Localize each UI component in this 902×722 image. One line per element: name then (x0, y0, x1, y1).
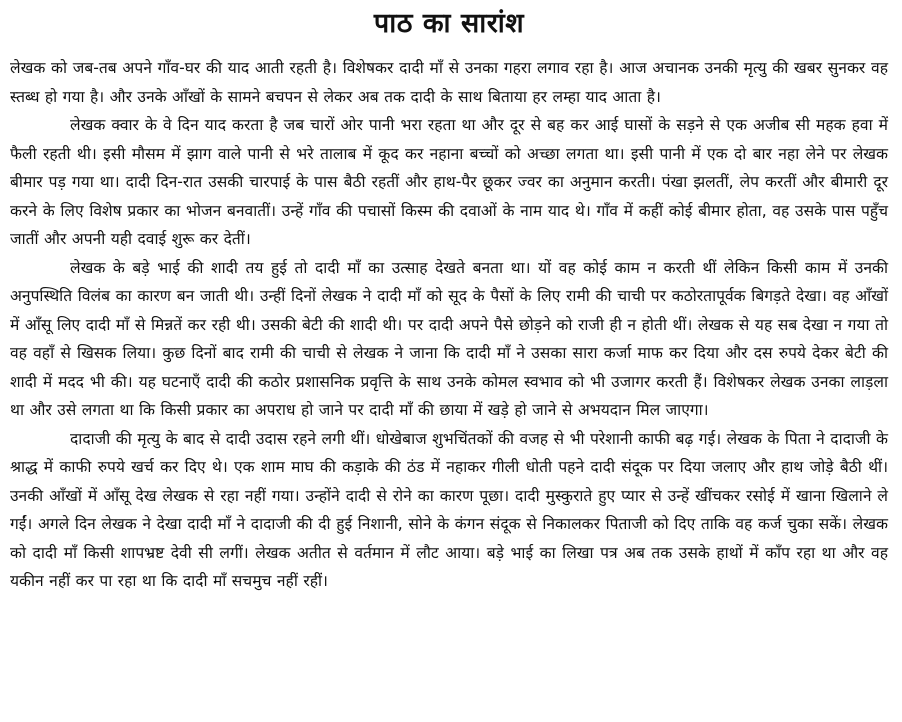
paragraph-1: लेखक को जब-तब अपने गाँव-घर की याद आती रहती है। विशेषकर दादी माँ से उनका गहरा लगाव रहा है। आज अचानक उनकी मृत्यु की खबर सुनकर वह स्तब्ध हो गया है। और उनके आँखों के सामने बचपन से लेकर अब तक दादी के साथ बिताया हर लम्हा याद आता है। (10, 59, 888, 106)
page-title: पाठ का सारांश (373, 8, 525, 39)
paragraph-2: लेखक क्वार के वे दिन याद करता है जब चारों ओर पानी भरा रहता था और दूर से बह कर आई घासों के सड़ने से एक अजीब सी महक हवा में फैली रहती थी। इसी मौसम में झाग वाले पानी से भरे तालाब में कूद कर नहाना बच्चों को अच्छा लगता था। इसी पानी में एक दो बार नहा लेने पर लेखक बीमार पड़ गया था। दादी दिन-रात उसकी चारपाई के पास बैठी रहतीं और हाथ-पैर छूकर ज्वर का अनुमान करती। पंखा झलतीं, लेप करतीं और बीमारी दूर करने के लिए विशेष प्रकार का भोजन बनवातीं। उन्हें गाँव की पचासों किस्म की दवाओं के नाम याद थे। गाँव में कहीं कोई बीमार होता, वह उसके पास पहुँच जातीं और अपनी यही दवाई शुरू कर देतीं। (10, 116, 888, 248)
paragraph-3: लेखक के बड़े भाई की शादी तय हुई तो दादी माँ का उत्साह देखते बनता था। यों वह कोई काम न करती थीं लेकिन किसी काम में उनकी अनुपस्थिति विलंब का कारण बन जाती थी। उन्हीं दिनों लेखक ने दादी माँ को सूद के पैसों के लिए रामी की चाची पर कठोरतापूर्वक बिगड़ते देखा। वह आँखों में आँसू लिए दादी माँ से मिन्नतें कर रही थी। उसकी बेटी की शादी थी। पर दादी अपने पैसे छोड़ने को राजी ही न होती थीं। लेखक से यह सब देखा न गया तो वह वहाँ से खिसक लिया। कुछ दिनों बाद रामी की चाची से लेखक ने जाना कि दादी माँ ने उसका सारा कर्जा माफ कर दिया और दस रुपये देकर बेटी की शादी में मदद भी की। यह घटनाएँ दादी की कठोर प्रशासनिक प्रवृत्ति के साथ उनके कोमल स्वभाव को भी उजागर करती हैं। विशेषकर लेखक उनका लाड़ला था और उसे लगता था कि किसी प्रकार का अपराध हो जाने पर दादी माँ की छाया में खड़े हो जाने से अभयदान मिल जाएगा। (10, 258, 888, 419)
paragraph-4: दादाजी की मृत्यु के बाद से दादी उदास रहने लगी थीं। धोखेबाज शुभचिंतकों की वजह से भी परेशानी काफी बढ़ गई। लेखक के पिता ने दादाजी के श्राद्ध में काफी रुपये खर्च कर दिए थे। एक शाम माघ की कड़ाके की ठंड में नहाकर गीली धोती पहने दादी संदूक पर दिया जलाए और हाथ जोड़े बैठी थीं। उनकी आँखों में आँसू देख लेखक से रहा नहीं गया। उन्होंने दादी से रोने का कारण पूछा। दादी मुस्कुराते हुए प्यार से उन्हें खींचकर रसोई में खाना खिलाने ले गईं। अगले दिन लेखक ने देखा दादी माँ ने दादाजी की दी हुई निशानी, सोने के कंगन संदूक से निकालकर पिताजी को दिए ताकि वह कर्ज चुका सकें। लेखक को दादी माँ किसी शापभ्रष्ट देवी सी लगीं। लेखक अतीत से वर्तमान में लौट आया। बड़े भाई का लिखा पत्र अब तक उसके हाथों में काँप रहा था और वह यकीन नहीं कर पा रहा था कि दादी माँ सचमुच नहीं रहीं। (10, 429, 888, 590)
